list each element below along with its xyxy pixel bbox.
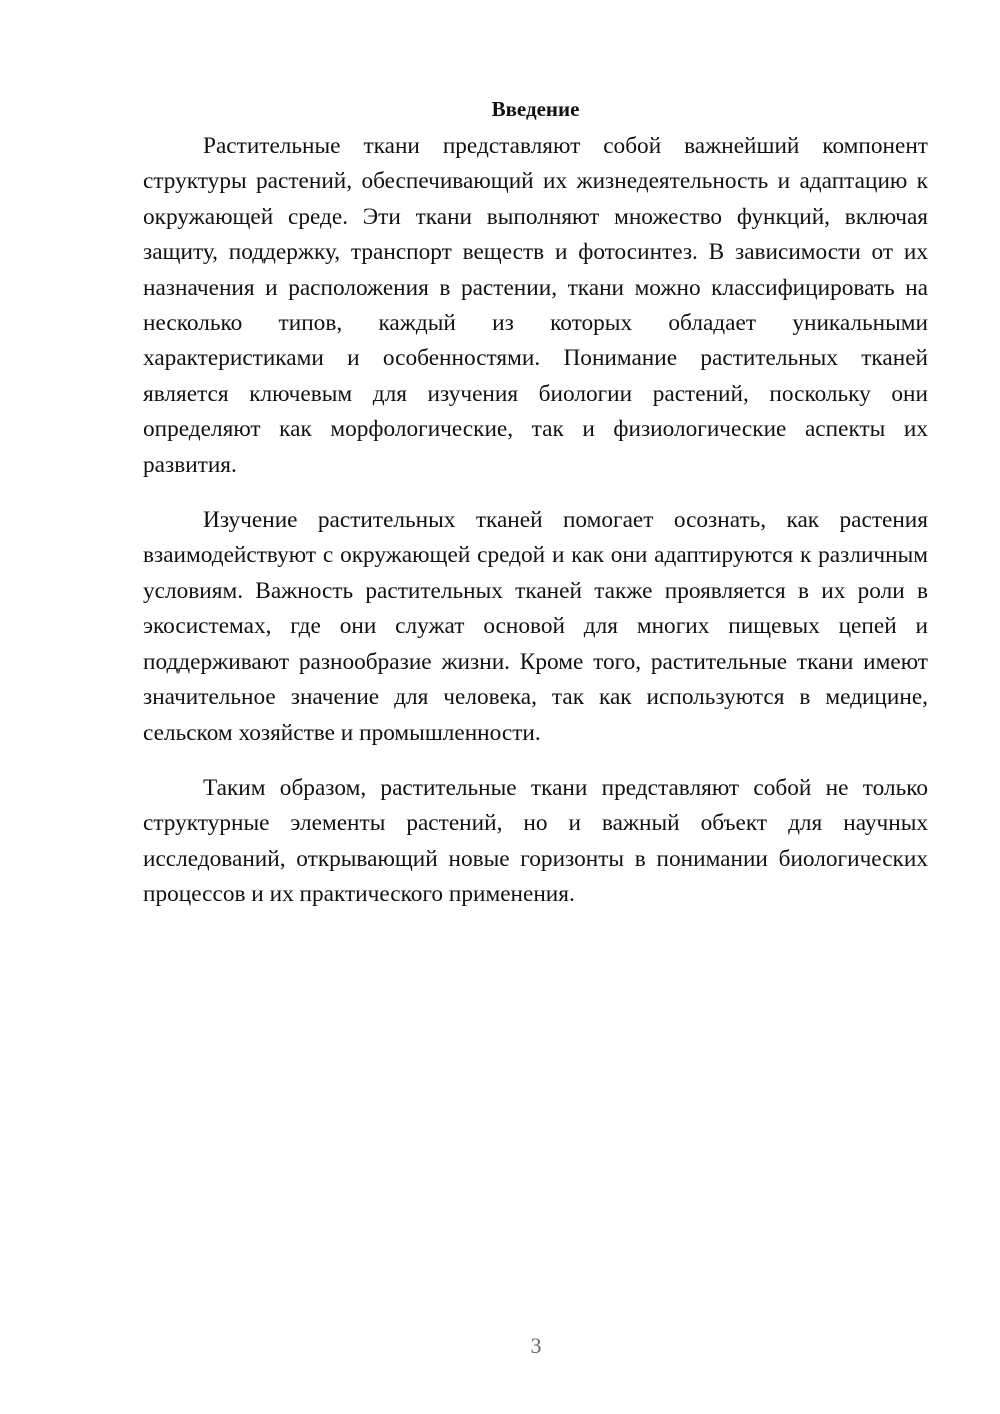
section-heading: Введение	[491, 97, 580, 121]
page-number: 3	[530, 1333, 542, 1358]
page-content	[143, 92, 928, 933]
paragraph-2: Изучение растительных тканей помогает осознать, как растения взаимодействуют с окружающей средой и как они адаптируются к различным условиям. Важность растительных тканей также проявляется в их роли в экосистемах, где они служат основой для многих пищевых цепей и поддерживают разнообразие жизни. Кроме того, растительные ткани имеют значительное значение для человека, так как используются в медицине, сельском хозяйстве и промышленности.	[143, 507, 928, 746]
paragraph-1: Растительные ткани представляют собой важнейший компонент структуры растений, обеспечивающий их жизнедеятельность и адаптацию к окружающей среде. Эти ткани выполняют множество функций, включая защиту, поддержку, транспорт веществ и фотосинтез. В зависимости от их назначения и расположения в растении, ткани можно классифицировать на несколько типов, каждый из которых обладает уникальными характеристиками и особенностями. Понимание растительных тканей является ключевым для изучения биологии растений, поскольку они определяют как морфологические, так и физиологические аспекты их развития.	[143, 133, 928, 478]
paragraph-3: Таким образом, растительные ткани представляют собой не только структурные элементы растений, но и важный объект для научных исследований, открывающий новые горизонты в понимании биологических процессов и их практического применения.	[143, 774, 928, 908]
